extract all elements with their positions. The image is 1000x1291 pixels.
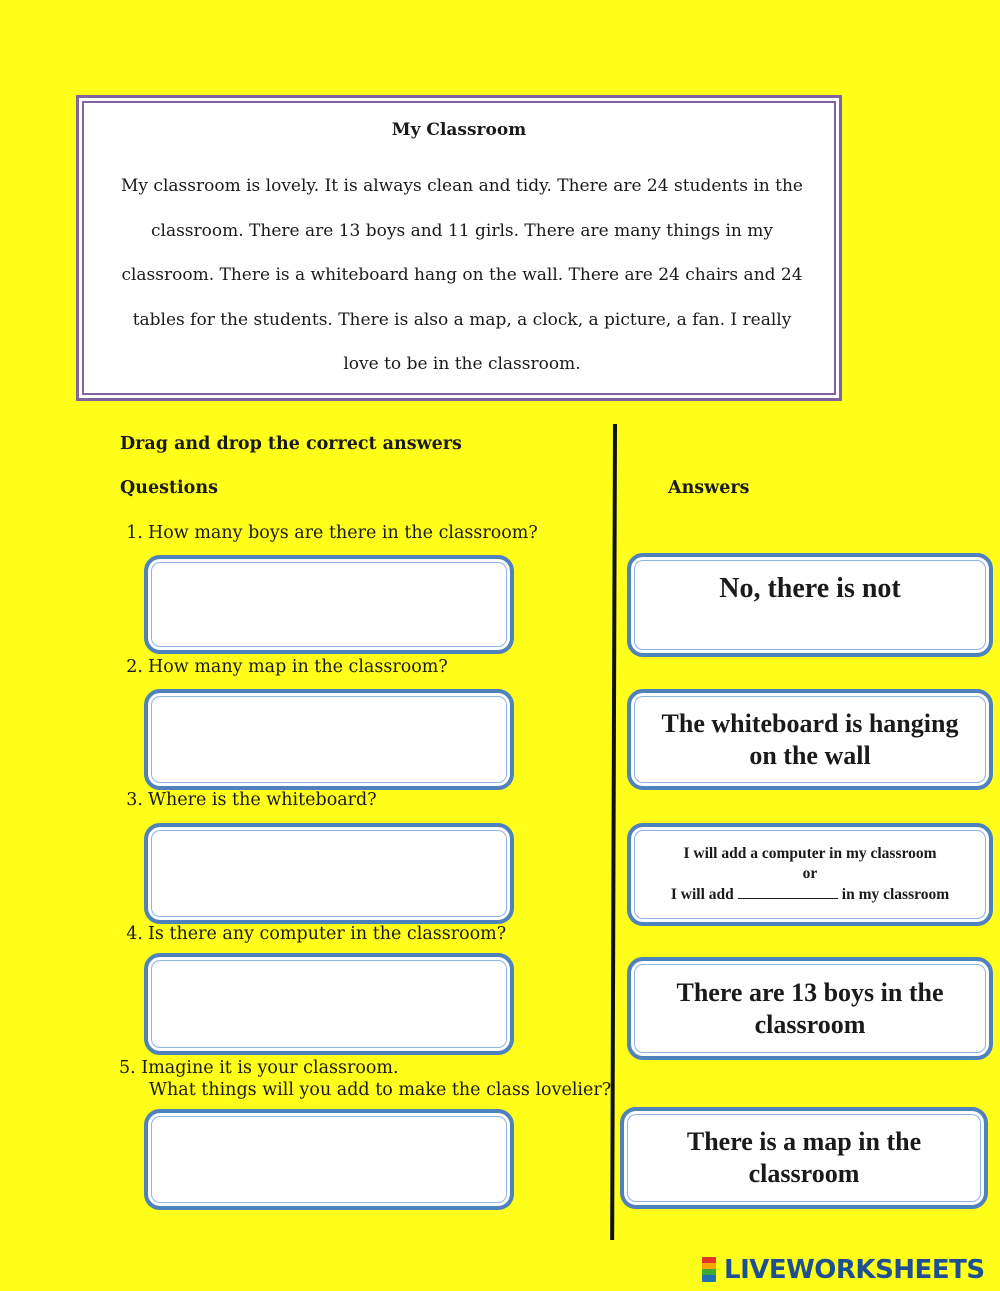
answer-text: or (802, 865, 818, 883)
liveworksheets-logo (698, 1254, 985, 1286)
question-4 (119, 924, 506, 944)
drop-zone-2[interactable] (144, 689, 514, 790)
question-text: Is there any computer in the classroom? (148, 924, 507, 944)
answer-text: in my classroom (841, 885, 950, 903)
answer-text: The whiteboard is hanging on the wall (661, 708, 959, 770)
drop-zone-1[interactable] (144, 555, 514, 654)
question-2 (119, 657, 448, 677)
question-text: How many map in the classroom? (148, 657, 448, 677)
answer-text: No, there is not (719, 573, 901, 604)
question-number: 2. (126, 657, 143, 677)
reading-title: My Classroom (391, 120, 527, 140)
answer-text: I will add a computer in my classroom (683, 844, 937, 862)
answer-text: I will add (670, 885, 734, 903)
question-5 (119, 1058, 399, 1078)
questions-heading: Questions (120, 478, 218, 498)
question-text: What things will you add to make the class lovelier? (149, 1080, 612, 1100)
answer-card-no-there-is-not[interactable] (627, 553, 993, 657)
instructions-heading: Drag and drop the correct answers (120, 434, 462, 454)
question-text: How many boys are there in the classroom? (148, 523, 538, 543)
answer-text: There are 13 boys in the classroom (676, 977, 944, 1039)
question-3 (119, 790, 377, 810)
answer-text: There is a map in the classroom (686, 1127, 922, 1188)
question-5-line-2 (149, 1080, 611, 1100)
answers-heading: Answers (668, 478, 750, 498)
question-number: 4. (126, 924, 143, 944)
answer-text-line-3 (671, 885, 949, 906)
question-text: Where is the whiteboard? (148, 790, 377, 810)
liveworksheets-logo-text: LIVEWORKSHEETS (724, 1255, 985, 1285)
question-number: 1. (126, 523, 143, 543)
question-text: Imagine it is your classroom. (141, 1058, 399, 1078)
question-number: 5. (119, 1058, 136, 1078)
answer-card-map[interactable] (620, 1107, 988, 1209)
drop-zone-4[interactable] (144, 953, 514, 1055)
drop-zone-5[interactable] (144, 1109, 514, 1210)
liveworksheets-logo-badge-icon (698, 1257, 720, 1283)
answer-card-13-boys[interactable] (627, 957, 993, 1060)
reading-passage-box (76, 95, 842, 401)
drop-zone-3[interactable] (144, 823, 514, 924)
question-1 (119, 523, 538, 543)
question-number: 3. (126, 790, 143, 810)
reading-body: My classroom is lovely. It is always clean and tidy. There are 24 students in the classroom. There are 13 boys and 11 girls. There are many things in my classroom. There is a whiteboard hang on the wall. There are 24 chairs and 24 tables for the students. There is also a map, a clock, a picture, a fan. I really love to be in the classroom. (121, 176, 803, 374)
answer-card-whiteboard[interactable] (627, 689, 993, 790)
fill-blank-line (738, 886, 838, 899)
answer-card-add-computer[interactable] (627, 823, 993, 926)
column-divider (610, 424, 617, 1240)
